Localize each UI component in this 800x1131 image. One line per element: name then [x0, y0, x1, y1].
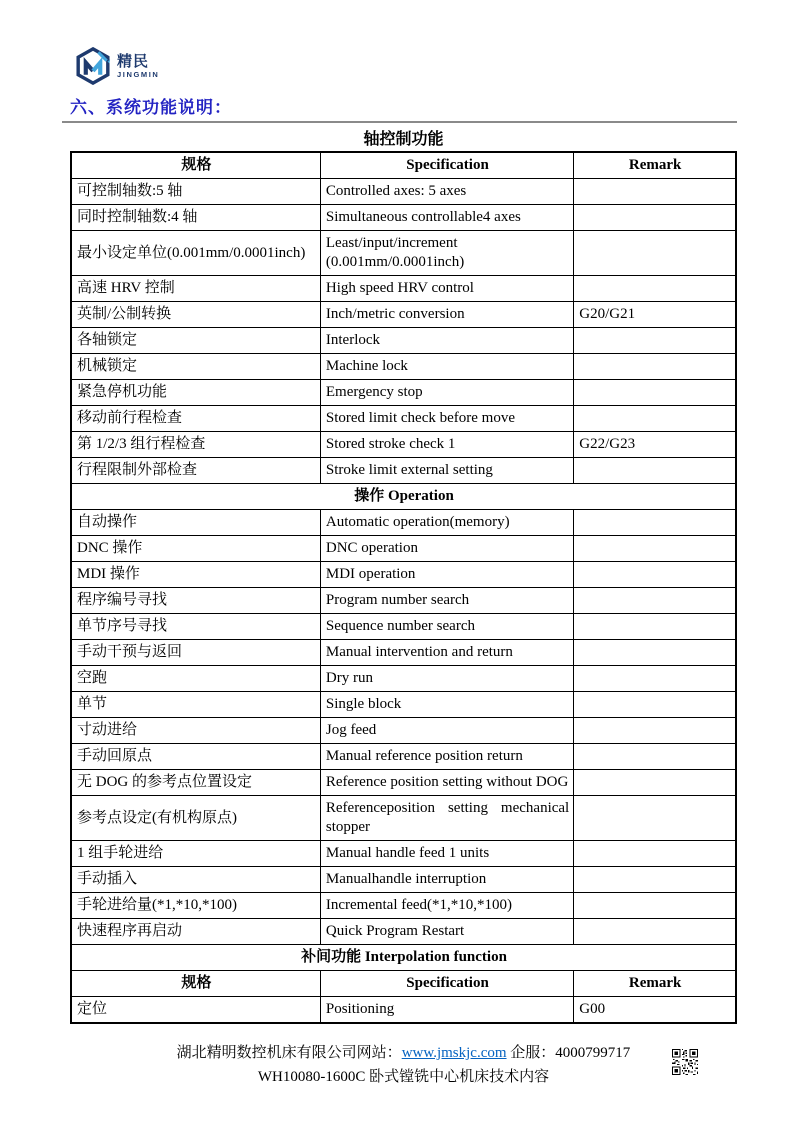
cell-en: Manualhandle interruption: [320, 867, 573, 893]
cell-en: Stroke limit external setting: [320, 458, 573, 484]
cell-remark: [574, 562, 736, 588]
cell-en: Automatic operation(memory): [320, 510, 573, 536]
qr-code: [672, 1049, 698, 1075]
cell-cn: 英制/公制转换: [71, 302, 320, 328]
column-header: Specification: [320, 152, 573, 179]
cell-remark: [574, 666, 736, 692]
cell-remark: [574, 205, 736, 231]
table-row: [71, 744, 736, 770]
column-header: Remark: [574, 971, 736, 997]
cell-cn: 移动前行程检查: [71, 406, 320, 432]
cell-remark: [574, 276, 736, 302]
spec-table: [70, 151, 737, 1024]
table-row: [71, 536, 736, 562]
table-row: [71, 276, 736, 302]
section-title: 补间功能 Interpolation function: [71, 945, 736, 971]
cell-cn: 同时控制轴数:4 轴: [71, 205, 320, 231]
cell-remark: [574, 692, 736, 718]
cell-cn: 快速程序再启动: [71, 919, 320, 945]
cell-en: Stored stroke check 1: [320, 432, 573, 458]
cell-en: Manual intervention and return: [320, 640, 573, 666]
cell-cn: 单节序号寻找: [71, 614, 320, 640]
table-row: [71, 562, 736, 588]
cell-remark: [574, 614, 736, 640]
cell-remark: [574, 380, 736, 406]
cell-remark: [574, 867, 736, 893]
cell-en: Positioning: [320, 997, 573, 1024]
table-row: [71, 302, 736, 328]
cell-en: MDI operation: [320, 562, 573, 588]
table-row: [71, 867, 736, 893]
cell-cn: 手轮进给量(*1,*10,*100): [71, 893, 320, 919]
cell-cn: 寸动进给: [71, 718, 320, 744]
table-row: [71, 796, 736, 841]
table-caption: 轴控制功能: [363, 131, 444, 148]
cell-remark: [574, 919, 736, 945]
cell-en: Manual handle feed 1 units: [320, 841, 573, 867]
cell-cn: 参考点设定(有机构原点): [71, 796, 320, 841]
cell-remark: [574, 744, 736, 770]
table-row: [71, 432, 736, 458]
table-row: [71, 588, 736, 614]
cell-remark: G00: [574, 997, 736, 1024]
cell-en: Incremental feed(*1,*10,*100): [320, 893, 573, 919]
cell-en: Reference position setting without DOG: [320, 770, 573, 796]
cell-cn: 1 组手轮进给: [71, 841, 320, 867]
brand-name-en: JINGMIN: [117, 69, 160, 79]
cell-cn: 单节: [71, 692, 320, 718]
cell-cn: 自动操作: [71, 510, 320, 536]
page-footer: [70, 1041, 737, 1089]
page-heading: 六、系统功能说明：: [70, 98, 232, 117]
cell-cn: 第 1/2/3 组行程检查: [71, 432, 320, 458]
cell-cn: 空跑: [71, 666, 320, 692]
cell-remark: [574, 718, 736, 744]
cell-en: Sequence number search: [320, 614, 573, 640]
table-row: [71, 458, 736, 484]
cell-en: Stored limit check before move: [320, 406, 573, 432]
cell-cn: 机械锁定: [71, 354, 320, 380]
table-row: [71, 997, 736, 1024]
cell-cn: 最小设定单位(0.001mm/0.0001inch): [71, 231, 320, 276]
cell-remark: G22/G23: [574, 432, 736, 458]
footer-model-line: WH10080-1600C 卧式镗铣中心机床技术内容: [257, 1069, 550, 1085]
cell-cn: MDI 操作: [71, 562, 320, 588]
cell-cn: 无 DOG 的参考点位置设定: [71, 770, 320, 796]
section-row: [71, 484, 736, 510]
table-row: [71, 406, 736, 432]
brand-name-cn: 精民: [117, 52, 150, 70]
table-row: [71, 179, 736, 205]
table-row: [71, 919, 736, 945]
cell-cn: 高速 HRV 控制: [71, 276, 320, 302]
cell-cn: 可控制轴数:5 轴: [71, 179, 320, 205]
table-row: [71, 640, 736, 666]
table-row: [71, 718, 736, 744]
table-row: [71, 770, 736, 796]
website-link[interactable]: www.jmskjc.com: [401, 1045, 507, 1061]
table-row: [71, 380, 736, 406]
cell-cn: 行程限制外部检查: [71, 458, 320, 484]
cell-remark: [574, 179, 736, 205]
column-header: Specification: [320, 971, 573, 997]
cell-remark: [574, 770, 736, 796]
cell-en: Least/input/increment (0.001mm/0.0001inch): [320, 231, 573, 276]
table-row: [71, 231, 736, 276]
page-content: [70, 0, 737, 1089]
cell-remark: [574, 588, 736, 614]
table-row: [71, 692, 736, 718]
cell-en: Inch/metric conversion: [320, 302, 573, 328]
section-title: 操作 Operation: [71, 484, 736, 510]
cell-en: Quick Program Restart: [320, 919, 573, 945]
cell-remark: [574, 841, 736, 867]
cell-cn: DNC 操作: [71, 536, 320, 562]
column-header: Remark: [574, 152, 736, 179]
footer-company-text: 湖北精明数控机床有限公司网站：: [176, 1045, 402, 1061]
cell-remark: [574, 640, 736, 666]
cell-remark: [574, 458, 736, 484]
table-row: [71, 666, 736, 692]
cell-cn: 手动回原点: [71, 744, 320, 770]
cell-en: Controlled axes: 5 axes: [320, 179, 573, 205]
section-row: [71, 945, 736, 971]
table-row: [71, 510, 736, 536]
cell-en: Emergency stop: [320, 380, 573, 406]
footer-company-line: [70, 1041, 737, 1065]
cell-en: Simultaneous controllable4 axes: [320, 205, 573, 231]
cell-cn: 定位: [71, 997, 320, 1024]
logo-hexagon-icon: [74, 47, 112, 85]
table-row: [71, 893, 736, 919]
spec-table-body: [71, 152, 736, 1023]
cell-en: Program number search: [320, 588, 573, 614]
cell-cn: 手动干预与返回: [71, 640, 320, 666]
table-row: [71, 614, 736, 640]
header-row: [71, 971, 736, 997]
cell-en: Machine lock: [320, 354, 573, 380]
cell-en: Jog feed: [320, 718, 573, 744]
cell-remark: [574, 328, 736, 354]
logo-text: [117, 54, 159, 79]
column-header: 规格: [71, 152, 320, 179]
company-logo: [74, 46, 737, 86]
cell-remark: [574, 510, 736, 536]
table-row: [71, 354, 736, 380]
table-row: [71, 841, 736, 867]
cell-remark: G20/G21: [574, 302, 736, 328]
cell-cn: 程序编号寻找: [71, 588, 320, 614]
cell-en: Dry run: [320, 666, 573, 692]
column-header: 规格: [71, 971, 320, 997]
cell-cn: 各轴锁定: [71, 328, 320, 354]
heading-divider: [62, 121, 737, 123]
header-row: [71, 152, 736, 179]
cell-remark: [574, 893, 736, 919]
table-row: [71, 328, 736, 354]
cell-cn: 手动插入: [71, 867, 320, 893]
cell-en: Referenceposition setting mechanical stopper: [320, 796, 573, 841]
cell-remark: [574, 536, 736, 562]
cell-remark: [574, 354, 736, 380]
cell-en: Manual reference position return: [320, 744, 573, 770]
cell-cn: 紧急停机功能: [71, 380, 320, 406]
cell-remark: [574, 406, 736, 432]
cell-en: DNC operation: [320, 536, 573, 562]
footer-service-text: 企服：4000799717: [506, 1045, 631, 1061]
cell-en: Interlock: [320, 328, 573, 354]
cell-en: Single block: [320, 692, 573, 718]
cell-remark: [574, 796, 736, 841]
cell-en: High speed HRV control: [320, 276, 573, 302]
table-row: [71, 205, 736, 231]
cell-remark: [574, 231, 736, 276]
